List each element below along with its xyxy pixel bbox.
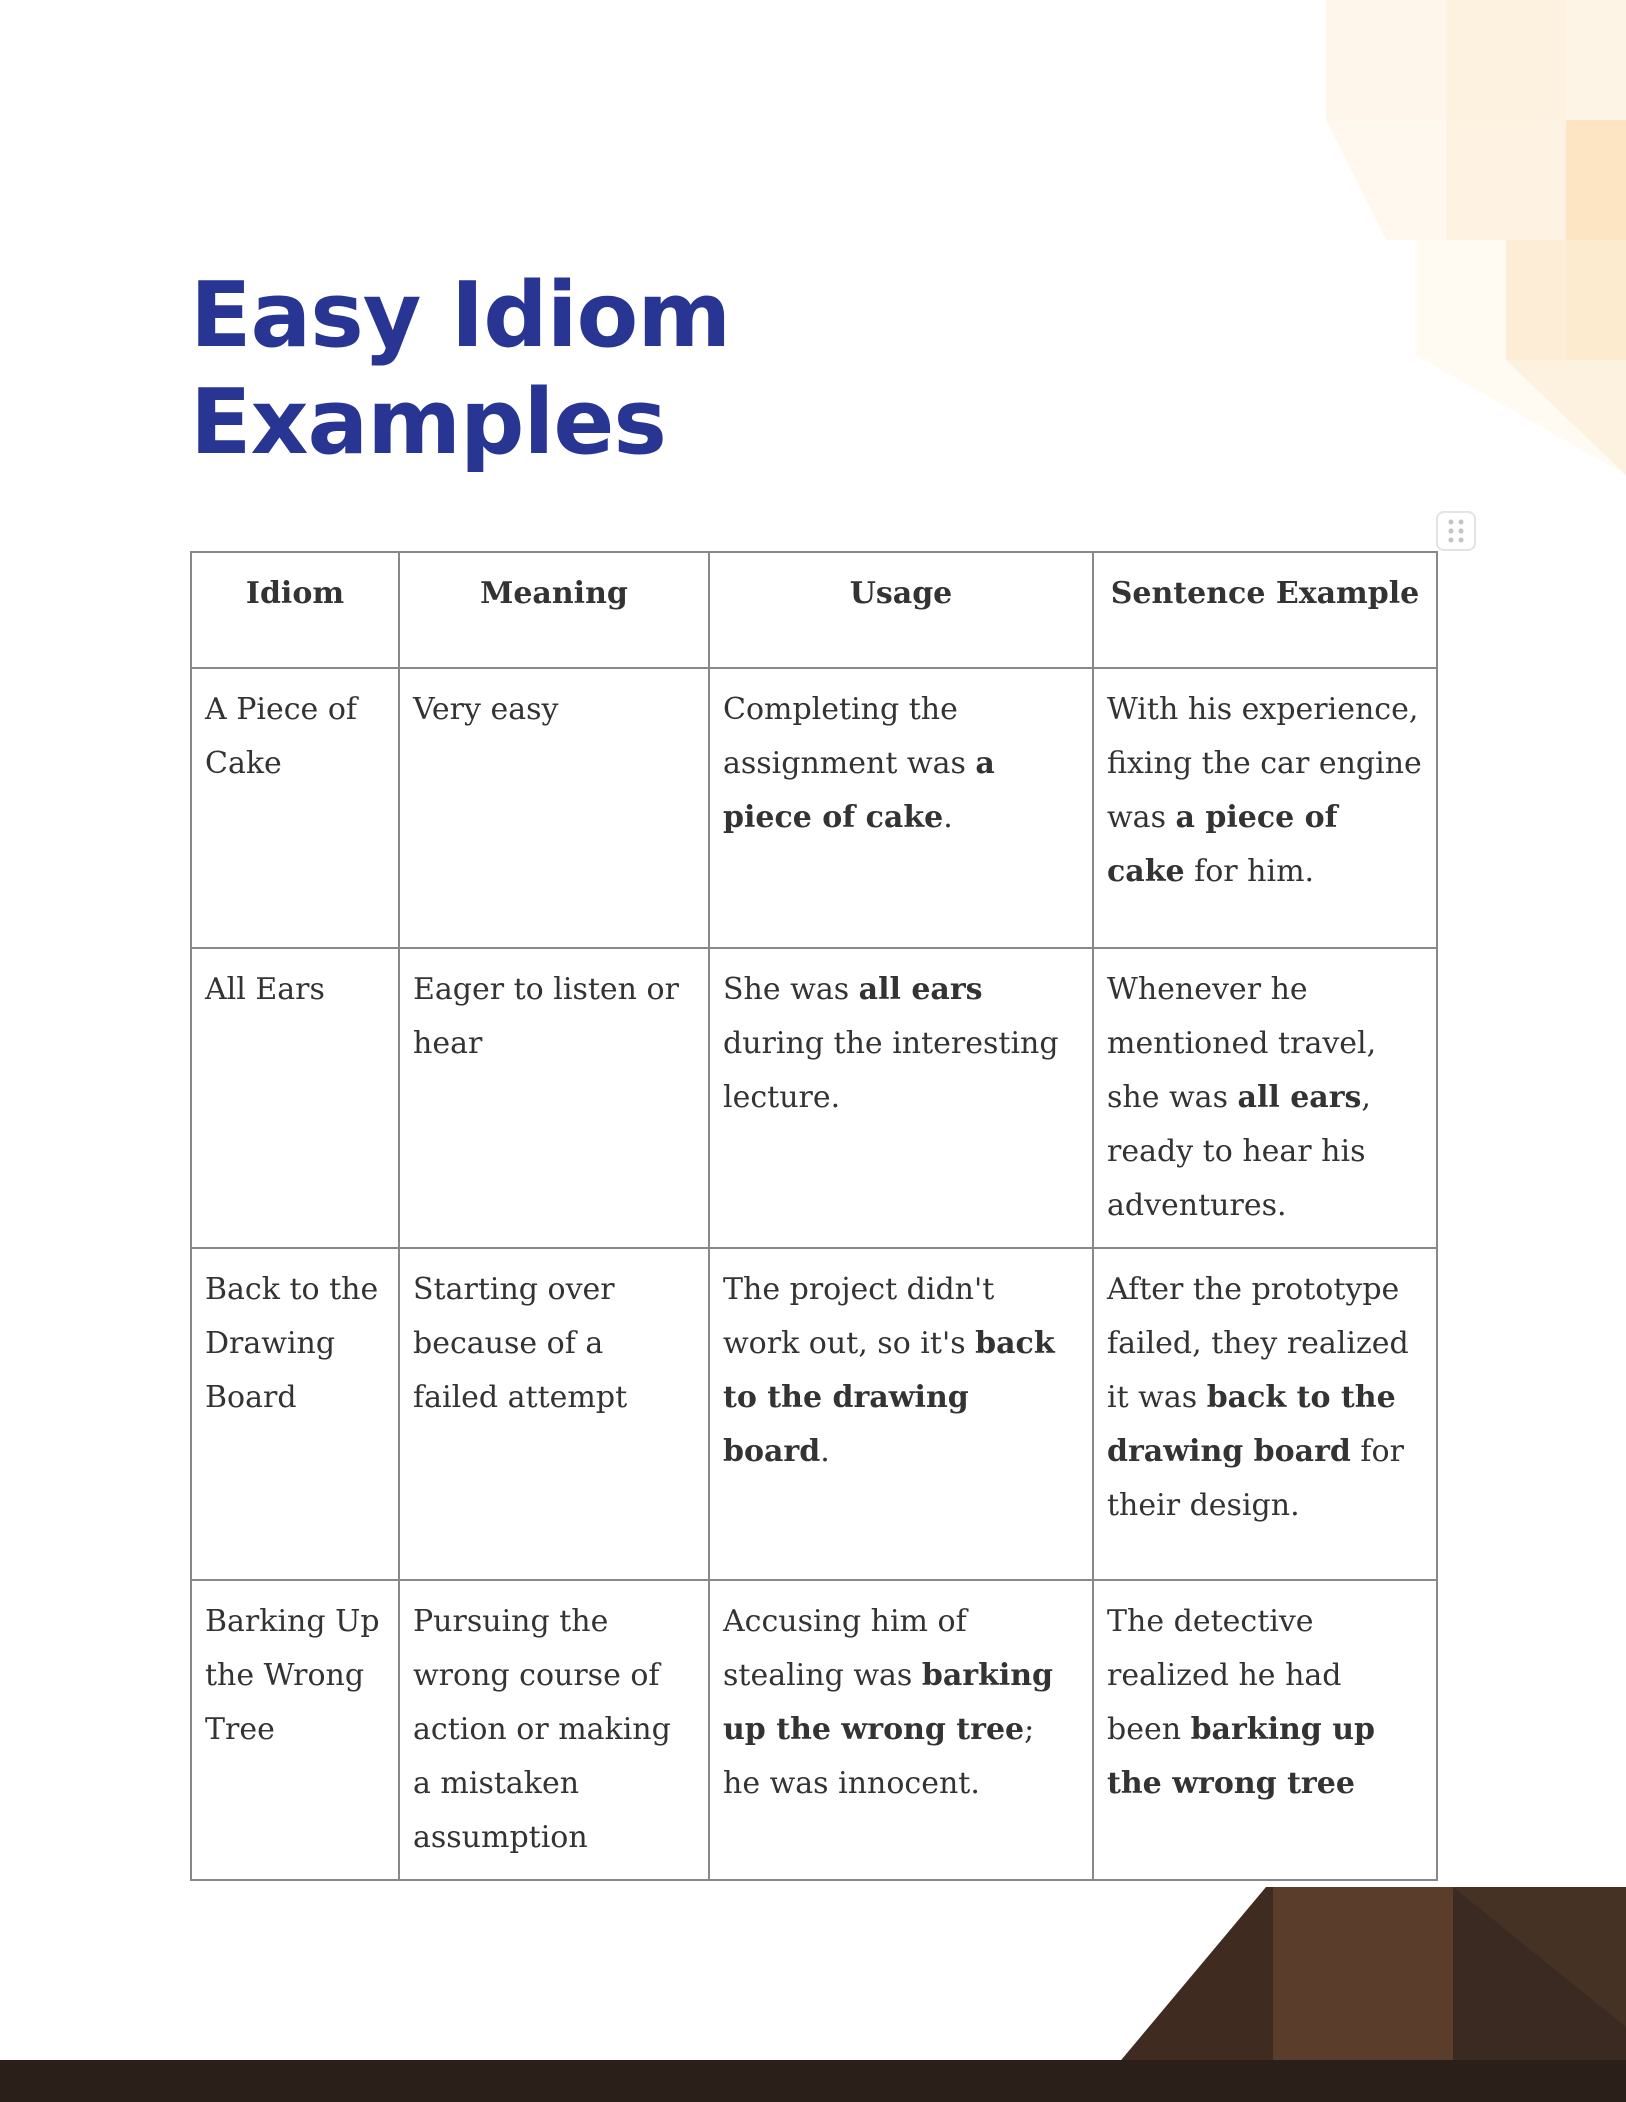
cell-meaning: Eager to listen or hear <box>399 948 709 1248</box>
cell-meaning: Very easy <box>399 668 709 948</box>
table-drag-handle[interactable] <box>1436 511 1476 551</box>
header-usage: Usage <box>709 552 1093 668</box>
usage-text-end: . <box>943 800 953 835</box>
table-row <box>191 1248 1437 1580</box>
cell-sentence-example <box>1093 668 1437 948</box>
usage-text: Accusing him of stealing was <box>723 1604 967 1693</box>
grip-dots-icon <box>1438 513 1474 549</box>
cell-meaning: Starting over because of a failed attempt <box>399 1248 709 1580</box>
sentence-idiom-bold: barking up the wrong tree <box>1107 1712 1376 1801</box>
usage-text: The project didn't work out, so it's <box>723 1272 995 1361</box>
cell-sentence-example <box>1093 1248 1437 1580</box>
sentence-text: With his experience, fixing the car engine was <box>1107 692 1422 835</box>
sentence-text: After the prototype failed, they realized it was <box>1107 1272 1409 1415</box>
cell-usage <box>709 668 1093 948</box>
sentence-idiom-bold: all ears <box>1237 1080 1362 1115</box>
title-line-1: Easy Idiom <box>190 263 731 368</box>
cell-meaning: Pursuing the wrong course of action or making a mistaken assumption <box>399 1580 709 1880</box>
title-line-2: Examples <box>190 370 666 475</box>
table-row <box>191 668 1437 948</box>
usage-text-end: . <box>820 1434 830 1469</box>
usage-idiom-bold: a piece of cake <box>723 746 995 835</box>
sentence-idiom-bold: back to the drawing board <box>1107 1380 1396 1469</box>
usage-idiom-bold: all ears <box>858 972 983 1007</box>
cell-idiom: A Piece of Cake <box>191 668 399 948</box>
cell-idiom: Back to the Drawing Board <box>191 1248 399 1580</box>
sentence-text-end: for their design. <box>1107 1434 1404 1523</box>
idiom-table <box>190 551 1438 1881</box>
cell-usage <box>709 948 1093 1248</box>
sentence-text: The detective realized he had been <box>1107 1604 1342 1747</box>
table-row <box>191 1580 1437 1880</box>
usage-text-end: during the interesting lecture. <box>723 1026 1059 1115</box>
decorative-corner-top <box>1266 0 1626 475</box>
footer-bar <box>0 2060 1626 2102</box>
page-title <box>190 262 890 476</box>
header-meaning: Meaning <box>399 552 709 668</box>
usage-text-end: ; he was innocent. <box>723 1712 1035 1801</box>
table-row <box>191 948 1437 1248</box>
usage-idiom-bold: back to the drawing board <box>723 1326 1055 1469</box>
usage-text: She was <box>723 972 859 1007</box>
table-header-row <box>191 552 1437 668</box>
sentence-text: Whenever he mentioned travel, she was <box>1107 972 1377 1115</box>
usage-idiom-bold: barking up the wrong tree <box>723 1658 1054 1747</box>
sentence-text-end: for him. <box>1184 854 1315 889</box>
cell-idiom: Barking Up the Wrong Tree <box>191 1580 399 1880</box>
sentence-idiom-bold: a piece of cake <box>1107 800 1338 889</box>
sentence-text-end: , ready to hear his adventures. <box>1107 1080 1371 1223</box>
cell-idiom: All Ears <box>191 948 399 1248</box>
cell-usage <box>709 1248 1093 1580</box>
header-sentence-example: Sentence Example <box>1093 552 1437 668</box>
header-idiom: Idiom <box>191 552 399 668</box>
cell-sentence-example <box>1093 948 1437 1248</box>
cell-sentence-example <box>1093 1580 1437 1880</box>
cell-usage <box>709 1580 1093 1880</box>
usage-text: Completing the assignment was <box>723 692 976 781</box>
